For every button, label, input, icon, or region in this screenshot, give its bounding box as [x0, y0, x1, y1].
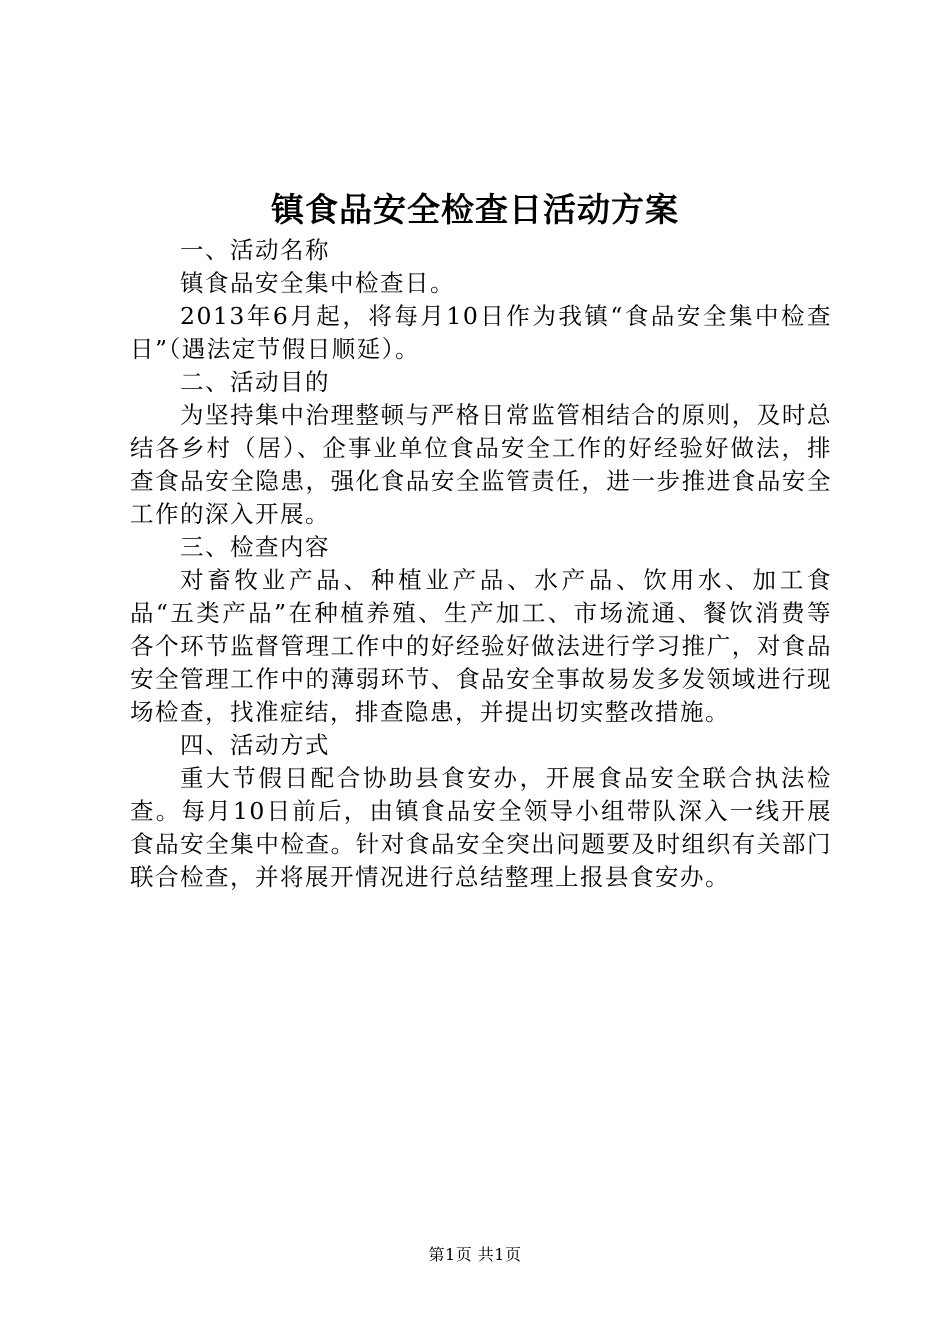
page-footer: 第1页 共1页: [428, 1245, 522, 1264]
document-body: [130, 234, 832, 894]
paragraph-purpose: 为坚持集中治理整顿与严格日常监管相结合的原则，及时总结各乡村（居）、企事业单位食品安全工作的好经验好做法，排查食品安全隐患，强化食品安全监管责任，进一步推进食品安全工作的深入开展。: [130, 401, 832, 528]
paragraph-method: 重大节假日配合协助县食安办，开展食品安全联合执法检查。每月10日前后，由镇食品安全领导小组带队深入一线开展食品安全集中检查。针对食品安全突出问题要及时组织有关部门联合检查，并将展开情况进行总结整理上报县食安办。: [130, 764, 832, 891]
paragraph-content: 对畜牧业产品、种植业产品、水产品、饮用水、加工食品“五类产品”在种植养殖、生产加工、市场流通、餐饮消费等各个环节监督管理工作中的好经验好做法进行学习推广，对食品安全管理工作中的薄弱环节、食品安全事故易发多发领域进行现场检查，找准症结，排查隐患，并提出切实整改措施。: [130, 566, 832, 726]
paragraph-activity-name: 镇食品安全集中检查日。: [180, 269, 455, 297]
section-heading-method: 四、活动方式: [180, 731, 330, 759]
section-heading-purpose: 二、活动目的: [180, 368, 330, 396]
section-heading-name: 一、活动名称: [180, 236, 330, 264]
document-title: 镇食品安全检查日活动方案: [271, 190, 679, 229]
paragraph-activity-date: 2013年6月起，将每月10日作为我镇“食品安全集中检查日”（遇法定节假日顺延）。: [130, 302, 832, 363]
section-heading-content: 三、检查内容: [180, 533, 330, 561]
